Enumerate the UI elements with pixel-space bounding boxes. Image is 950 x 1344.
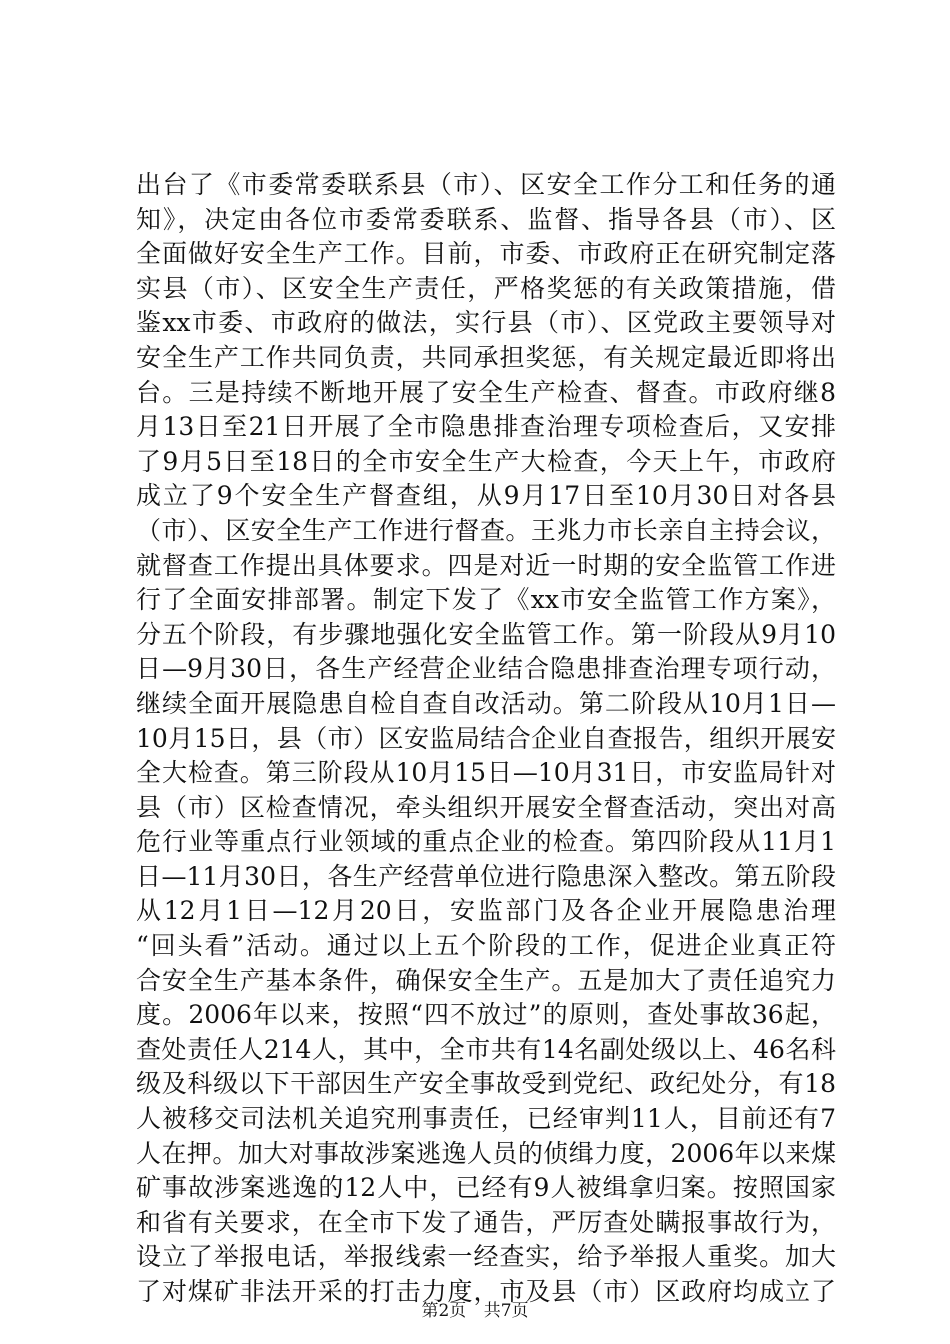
text-line: 矿事故涉案逃逸的12人中，已经有9人被缉拿归案。按照国家 [136,1173,836,1203]
text-line: 继续全面开展隐患自检自查自改活动。第二阶段从10月1日— [136,688,836,718]
text-line: 从12月1日—12月20日，安监部门及各企业开展隐患治理 [136,896,836,926]
text-line: 知》，决定由各位市委常委联系、监督、指导各县（市）、区 [136,204,836,234]
text-line: 设立了举报电话，举报线索一经查实，给予举报人重奖。加大 [136,1242,836,1272]
text-line: 分五个阶段，有步骤地强化安全监管工作。第一阶段从9月10 [136,619,836,649]
text-line: 就督查工作提出具体要求。四是对近一时期的安全监管工作进 [136,550,836,580]
text-line: 合安全生产基本条件，确保安全生产。五是加大了责任追究力 [136,965,836,995]
text-line: （市）、区安全生产工作进行督查。王兆力市长亲自主持会议， [136,515,836,545]
text-line: 人在押。加大对事故涉案逃逸人员的侦缉力度，2006年以来煤 [136,1138,836,1168]
text-line: 台。三是持续不断地开展了安全生产检查、督查。市政府继8 [136,377,836,407]
page-footer [0,1300,950,1322]
text-line: 查处责任人214人，其中，全市共有14名副处级以上、46名科 [136,1034,836,1064]
page-number: 第2页 [421,1301,467,1321]
page-total: 共7页 [483,1301,529,1321]
text-line: 了9月5日至18日的全市安全生产大检查，今天上午，市政府 [136,446,836,476]
text-line: 实县（市）、区安全生产责任，严格奖惩的有关政策措施，借 [136,273,836,303]
text-line: 全面做好安全生产工作。目前，市委、市政府正在研究制定落 [136,239,836,269]
text-line: 月13日至21日开展了全市隐患排查治理专项检查后，又安排 [136,412,836,442]
text-line: “回头看”活动。通过以上五个阶段的工作，促进企业真正符 [136,931,836,961]
text-line: 安全生产工作共同负责，共同承担奖惩，有关规定最近即将出 [136,342,836,372]
text-line: 日—11月30日，各生产经营单位进行隐患深入整改。第五阶段 [136,861,836,891]
text-line: 行了全面安排部署。制定下发了《xx市安全监管工作方案》， [136,585,836,615]
text-line: 级及科级以下干部因生产安全事故受到党纪、政纪处分，有18 [136,1069,836,1099]
text-line: 县（市）区检查情况，牵头组织开展安全督查活动，突出对高 [136,792,836,822]
text-line: 鉴xx市委、市政府的做法，实行县（市）、区党政主要领导对 [136,308,836,338]
text-line: 日—9月30日，各生产经营企业结合隐患排查治理专项行动， [136,654,836,684]
text-line: 全大检查。第三阶段从10月15日—10月31日，市安监局针对 [136,758,836,788]
text-line: 出台了《市委常委联系县（市）、区安全工作分工和任务的通 [136,170,836,199]
text-line: 人被移交司法机关追究刑事责任，已经审判11人，目前还有7 [136,1104,836,1134]
text-line: 危行业等重点行业领域的重点企业的检查。第四阶段从11月1 [136,827,836,857]
text-line: 10月15日，县（市）区安监局结合企业自查报告，组织开展安 [136,723,836,753]
text-line: 和省有关要求，在全市下发了通告，严厉查处瞒报事故行为， [136,1207,836,1237]
text-line: 度。2006年以来，按照“四不放过”的原则，查处事故36起， [136,1000,836,1030]
body-text [136,168,836,1310]
text-line: 成立了9个安全生产督查组，从9月17日至10月30日对各县 [136,481,836,511]
text-line: 了对煤矿非法开采的打击力度，市及县（市）区政府均成立了 [136,1277,836,1306]
